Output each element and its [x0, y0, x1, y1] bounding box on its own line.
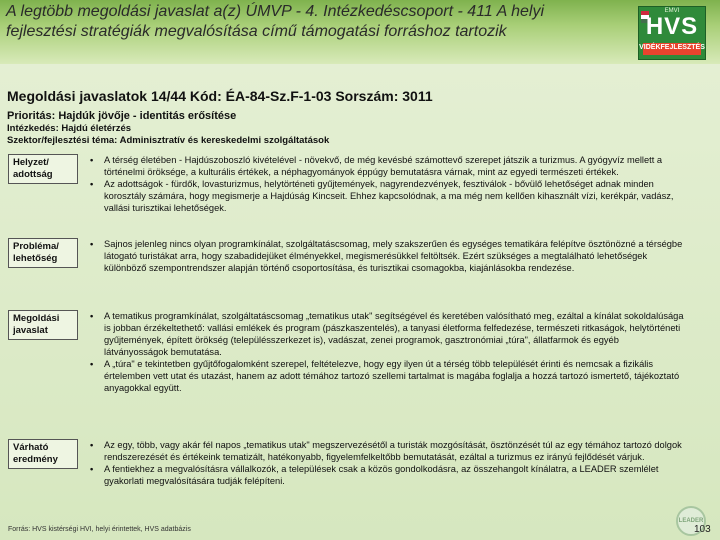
header-banner [0, 0, 720, 64]
page-title: Megoldási javaslatok 14/44 Kód: ÉA-84-Sz.F-1-03 Sorszám: 3011 [7, 88, 433, 104]
sector-line: Szektor/fejlesztési téma: Adminisztratív és kereskedelmi szolgáltatások [7, 135, 330, 146]
hvs-logo [638, 6, 706, 60]
list-item: • A tematikus programkínálat, szolgáltatáscsomag „tematikus utak" segítségével és keretében valósítható meg, ezáltal a kínálat sokoldalúsága is jobban érzékeltethető: vallási emlékek és program (pászkaszentelés), a tanyasi életforma felfedezése, természeti ritkaságok, helytörténeti gyűjtemények, épített örökség (településszerkezet is), vadászat, zenei programok, gasztronómiai „túra", állatfarmok és egyéb látványosságok bemutatása. [90, 310, 684, 358]
page-number: 103 [694, 524, 711, 535]
intervention-line: Intézkedés: Hajdú életérzés [7, 123, 132, 134]
row-label-situation: Helyzet/ adottság [8, 154, 78, 184]
list-item: • A térség életében - Hajdúszoboszló kivételével - növekvő, de még kevésbé számottevő szerepet játszik a turizmus. A gyógyvíz mellett a történelmi öröksége, a kulturális értékek, a néphagyományok éppúgy bemutatásra várnak, mint az egyedi természeti értékek. [90, 154, 684, 178]
list-item: • A „túra" e tekintetben gyűjtőfogalomként szerepel, feltételezve, hogy egy ilyen út a térség több települését érinti és nemcsak a fizikális értelemben vett utat és utazást, hanem az adott témához tartozó szellemi tartalmat is magába foglalja a hozzá tartozó ismertető, tájékoztató anyagokkal együtt. [90, 358, 684, 394]
row-label-proposal: Megoldási javaslat [8, 310, 78, 340]
row-label-problem: Probléma/ lehetőség [8, 238, 78, 268]
row-label-result: Várható eredmény [8, 439, 78, 469]
header-title: A legtöbb megoldási javaslat a(z) ÚMVP - 4. Intézkedéscsoport - 411 A helyi fejlesztési stratégiák megvalósítása című támogatási forráshoz tartozik [6, 3, 545, 40]
list-item: • Az egy, több, vagy akár fél napos „tematikus utak" megszervezésétől a turisták mozgósítását, ösztönzését túl az egy témához tartozó dolgok rendszerezését és értékeink tematizált, hatékonyabb, figyelemfelkeltőbb bemutatását, ezáltal a turizmus ez irányú fejlődését várjuk. [90, 439, 684, 463]
row-body-situation [90, 154, 684, 214]
list-item: • Az adottságok - fürdők, lovasturizmus, helytörténeti gyűjtemények, nagyrendezvények, fesztiválok - bővülő lehetőséget adnak minden korosztály számára, hogy megismerje a Hajdúság Kincseit. Ehhez kapcsolódnak, a ma még nem kellően kihasznált vízi, kerékpár, vadász, vallási turisztikai lehetőségek. [90, 178, 684, 214]
list-item: • A fentiekhez a megvalósításra vállalkozók, a települések csak a közös gondolkodásra, az összehangolt kínálatra, a LEADER szemlélet gyakorlati megvalósítására tudják felépíteni. [90, 463, 684, 487]
seal-text: LEADER [678, 518, 704, 524]
logo-subtitle: VIDÉKFEJLESZTÉS [639, 44, 705, 51]
logo-text: HVS [645, 13, 699, 40]
row-body-problem [90, 238, 684, 274]
footer-source: Forrás: HVS kistérségi HVI, helyi érintettek, HVS adatbázis [8, 526, 191, 533]
list-item: • Sajnos jelenleg nincs olyan programkínálat, szolgáltatáscsomag, mely szakszerűen és egységes tematikára felépítve ösztönözné a térségbe látogató turistákat arra, hogy szabadidejüket élményekkel, megismerésükkel feltöltsék. Ezért szükséges a megtalálható lehetőségek különböző szempontrendszer alapján történő csoportosítása, és turisztikai csomagokba, kiajánlásokba rendezése. [90, 238, 684, 274]
row-body-result [90, 439, 684, 487]
row-body-proposal [90, 310, 684, 394]
priority-line: Prioritás: Hajdúk jövője - identitás erősítése [7, 110, 237, 122]
logo-small-text: EMVI [664, 8, 680, 14]
